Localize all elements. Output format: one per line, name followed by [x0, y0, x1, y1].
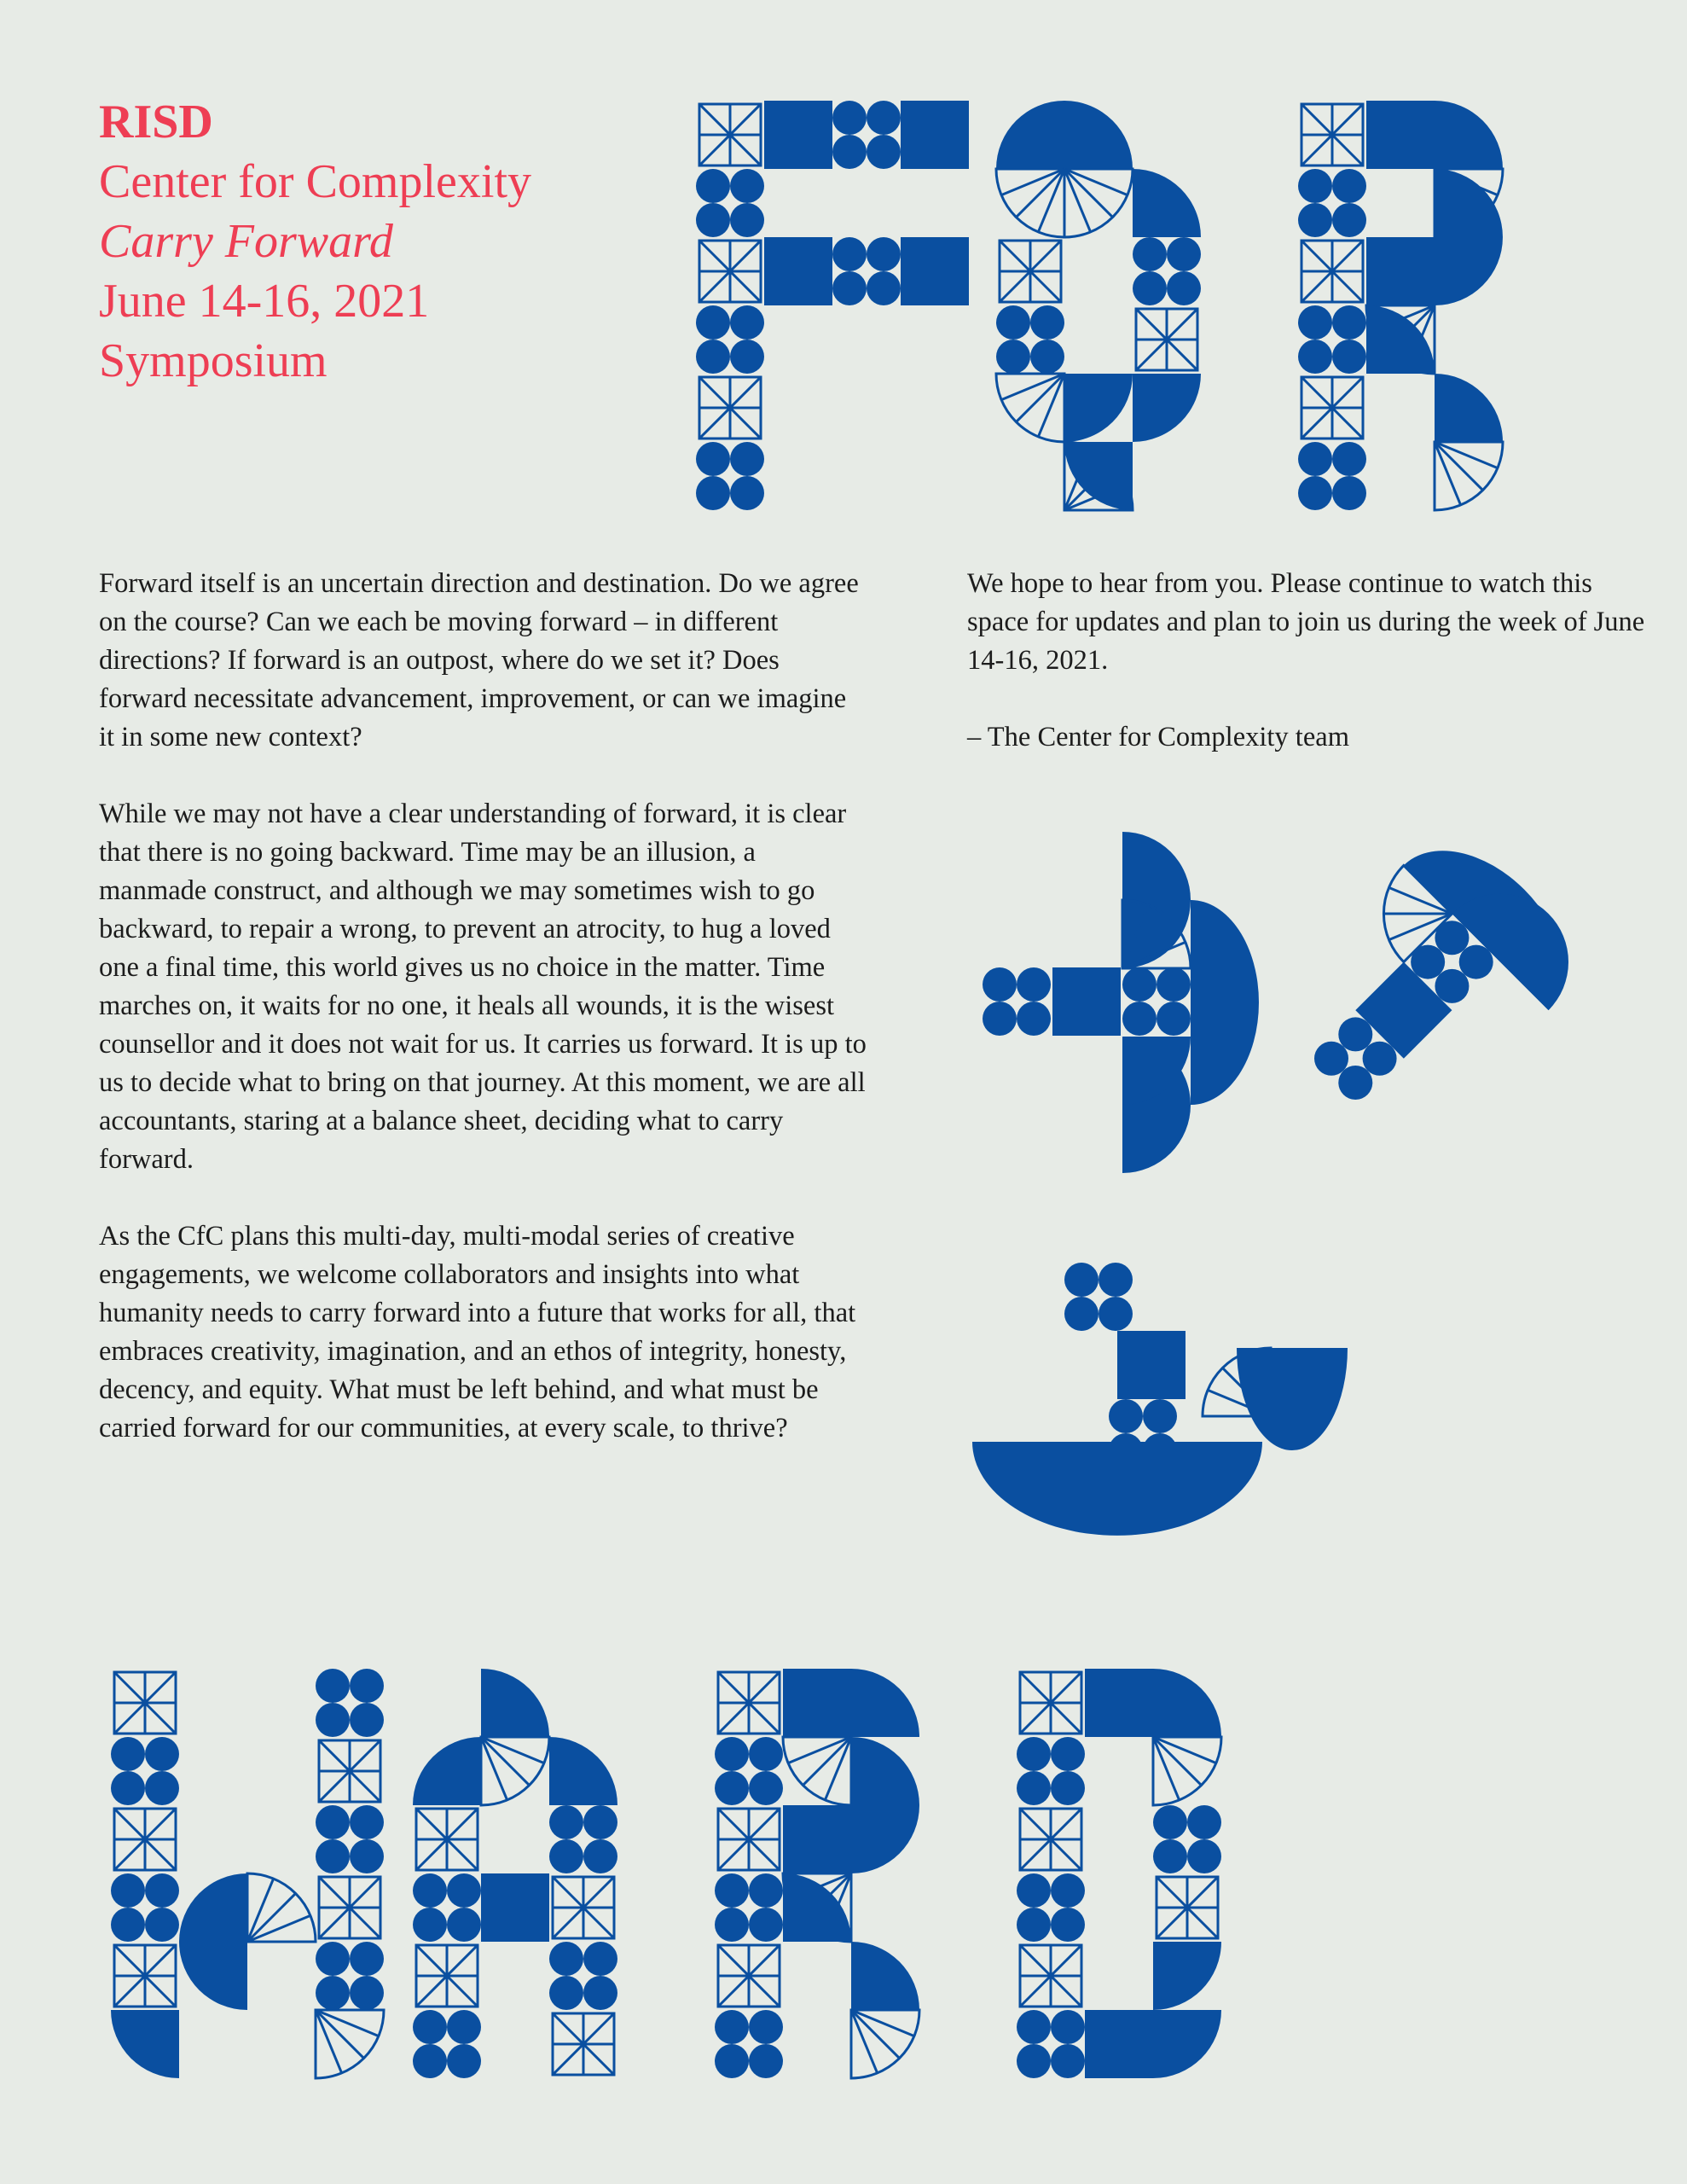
- fan-tile: [316, 2010, 384, 2078]
- fan-tile: [481, 1737, 549, 1805]
- star-tile: [416, 1809, 478, 1870]
- star-tile: [114, 1672, 176, 1734]
- fan-tile: [1153, 1737, 1221, 1805]
- quarter-tile: [851, 1669, 919, 1737]
- star-tile: [114, 1809, 176, 1870]
- dots-tile: [1017, 1873, 1085, 1942]
- event-type: Symposium: [99, 334, 328, 387]
- quarter-tile: [179, 1942, 247, 2010]
- dots-tile: [316, 1942, 384, 2010]
- dots-tile: [111, 1737, 179, 1805]
- star-tile: [1020, 1809, 1081, 1870]
- paragraph-2: While we may not have a clear understanding of forward, it is clear that there is no going backward. Time may be an illusion, a manmade construct, and although we may sometimes wish to go backward, to repair a wrong, to prevent an atrocity, to hug a loved one a final time, this world gives us no choice in the matter. Time marches on, it waits for no one, it heals all wounds, it is the wisest counsellor and it does not wait for us. It carries us forward. It is up to us to decide what to bring on that journey. At this moment, we are all accountants, staring at a balance sheet, deciding what to carry forward.: [99, 799, 867, 1175]
- dots-tile: [1153, 1805, 1221, 1873]
- star-tile: [319, 1877, 380, 1938]
- dots-tile: [549, 1805, 617, 1873]
- half-disc-tile: [851, 1737, 919, 1873]
- star-tile: [718, 1809, 780, 1870]
- center-name: Center for Complexity: [99, 155, 532, 208]
- star-tile: [553, 2013, 614, 2075]
- org-name: RISD: [99, 96, 213, 148]
- dots-tile: [1017, 1737, 1085, 1805]
- fan-tile: [247, 1873, 316, 1942]
- star-tile: [553, 1877, 614, 1938]
- event-dates: June 14-16, 2021: [99, 275, 430, 328]
- quarter-tile: [111, 2010, 179, 2078]
- dots-tile: [549, 1942, 617, 2010]
- fan-tile: [783, 1737, 851, 1805]
- fan-tile: [851, 2010, 919, 2078]
- star-tile: [1020, 1945, 1081, 2007]
- quarter-tile: [1153, 1669, 1221, 1737]
- dots-tile: [316, 1805, 384, 1873]
- block-tile: [783, 1805, 851, 1873]
- star-tile: [416, 1945, 478, 2007]
- quarter-tile: [1153, 2010, 1221, 2078]
- dots-tile: [413, 1873, 481, 1942]
- event-title: Carry Forward: [99, 215, 393, 268]
- block-tile: [783, 1669, 851, 1737]
- star-tile: [319, 1740, 380, 1802]
- dots-tile: [1017, 2010, 1085, 2078]
- star-tile: [718, 1945, 780, 2007]
- dots-tile: [413, 2010, 481, 2078]
- block-tile: [481, 1873, 549, 1942]
- signature: – The Center for Complexity team: [967, 722, 1349, 752]
- dots-tile: [111, 1873, 179, 1942]
- dots-tile: [715, 1873, 783, 1942]
- star-tile: [1020, 1672, 1081, 1734]
- star-tile: [114, 1945, 176, 2007]
- quarter-tile: [1153, 1942, 1221, 2010]
- block-tile: [1085, 2010, 1153, 2078]
- star-tile: [718, 1672, 780, 1734]
- dots-tile: [715, 1737, 783, 1805]
- quarter-tile: [481, 1669, 549, 1737]
- quarter-tile: [413, 1737, 481, 1805]
- paragraph-3: As the CfC plans this multi-day, multi-modal series of creative engagements, we welcome collaborators and insights into what humanity needs to carry forward into a future that works for all, that embraces creativity, imagination, and an ethos of integrity, honesty, decency, and equity. What must be left behind, and what must be carried forward for our communities, at every scale, to thrive?: [99, 1221, 856, 1443]
- dots-tile: [316, 1669, 384, 1737]
- quarter-tile: [179, 1873, 247, 1942]
- dots-tile: [715, 2010, 783, 2078]
- quarter-tile: [549, 1737, 617, 1805]
- paragraph-1: Forward itself is an uncertain direction and destination. Do we agree on the course? Can we each be moving forward – in different directions? If forward is an outpost, where do we set it? Does forward necessitate advancement, improvement, or can we imagine it in some new context?: [99, 568, 859, 752]
- block-tile: [1085, 1669, 1153, 1737]
- star-tile: [1157, 1877, 1218, 1938]
- closing-paragraph: We hope to hear from you. Please continue to watch this space for updates and plan to join us during the week of June 14-16, 2021.: [967, 568, 1645, 676]
- quarter-tile: [851, 1942, 919, 2010]
